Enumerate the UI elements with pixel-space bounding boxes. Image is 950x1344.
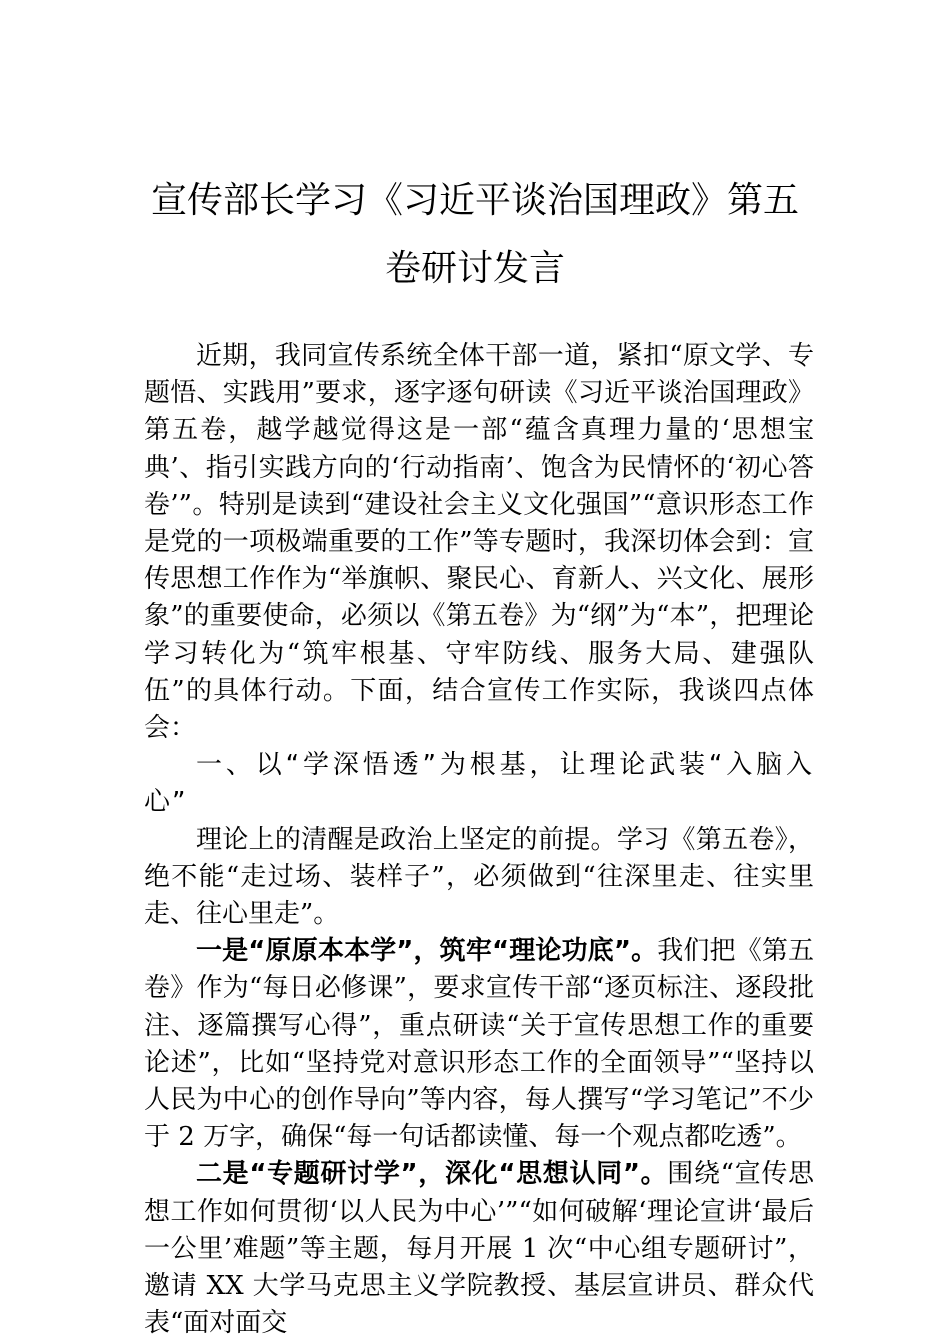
document-title-line-1: 宣传部长学习《习近平谈治国理政》第五 <box>150 180 799 221</box>
point-2-paragraph <box>144 1156 814 1342</box>
point-2-text: 围绕“宣传思想工作如何贯彻‘以人民为中心’”“如何破解‘理论宣讲‘最后一公里’难题”等主题，每月开展 1 次“中心组专题研讨”，邀请 XX 大学马克思主义学院教授、基层宣讲员、群众代表“面对面交 <box>144 1159 814 1339</box>
document-title-line-2: 卷研讨发言 <box>384 248 565 289</box>
document-body <box>144 338 814 1342</box>
point-2-lead: 二是“专题研讨学”，深化“思想认同”。 <box>196 1159 668 1190</box>
point-1-lead: 一是“原原本本学”，筑牢“理论功底”。 <box>196 936 658 967</box>
point-1-paragraph <box>144 933 814 1156</box>
intro-paragraph: 近期，我同宣传系统全体干部一道，紧扣“原文学、专题悟、实践用”要求，逐字逐句研读《习近平谈治国理政》第五卷，越学越觉得这是一部“蕴含真理力量的‘思想宝典’、指引实践方向的‘行动指南’、饱含为民情怀的‘初心答卷’”。特别是读到“建设社会主义文化强国”“意识形态工作是党的一项极端重要的工作”等专题时，我深切体会到：宣传思想工作作为“举旗帜、聚民心、育新人、兴文化、展形象”的重要使命，必须以《第五卷》为“纲”为“本”，把理论学习转化为“筑牢根基、守牢防线、服务大局、建强队伍”的具体行动。下面，结合宣传工作实际，我谈四点体会： <box>144 341 814 744</box>
section-heading-1: 一、以“学深悟透”为根基，让理论武装“入脑入心” <box>144 750 814 818</box>
section-1-paragraph: 理论上的清醒是政治上坚定的前提。学习《第五卷》，绝不能“走过场、装样子”，必须做到“往深里走、往实里走、往心里走”。 <box>144 824 814 930</box>
point-1-text: 我们把《第五卷》作为“每日必修课”，要求宣传干部“逐页标注、逐段批注、逐篇撰写心得”，重点研读“关于宣传思想工作的重要论述”，比如“坚持党对意识形态工作的全面领导”“坚持以人民为中心的创作导向”等内容，每人撰写“学习笔记”不少于 2 万字，确保“每一句话都读懂、每一个观点都吃透”。 <box>144 936 814 1153</box>
